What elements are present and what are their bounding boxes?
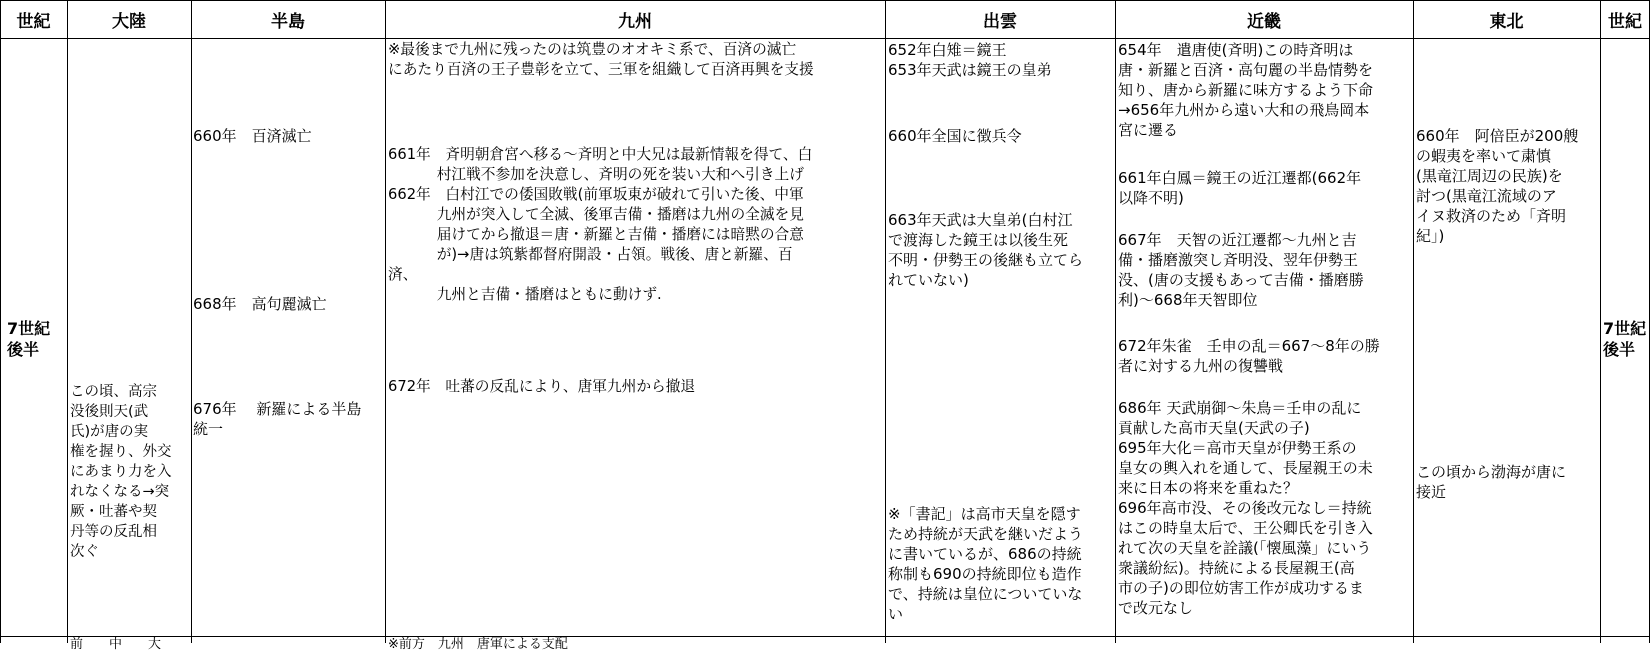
header-kinki[interactable]: 近畿 [1247,11,1281,32]
kinki-event[interactable]: 661年白鳳＝鏡王の近江遷都(662年 以降不明) [1118,169,1362,207]
next-row-continent[interactable]: 前 中 大 [70,637,162,652]
izumo-event[interactable]: 663年天武は大皇弟(白村江 で渡海した鏡王は以後生死 不明・伊勢王の後継も立てら れていない) [888,211,1084,289]
continent-cell[interactable]: この頃、高宗 没後則天(武 氏)が唐の実 権を握り、外交 にあまり力を入 れなくなる→突 厥・吐蕃や契 丹等の反乱相 次ぐ [70,384,172,560]
header-kyushu[interactable]: 九州 [618,11,652,32]
column-divider [191,0,192,643]
tohoku-event[interactable]: 660年 阿倍臣が200艘 の蝦夷を率いて粛慎 (黒竜江周辺の民族)を 討つ(黒竜江流域のア イヌ救済のため「斉明 紀」) [1416,127,1579,245]
column-divider [1600,0,1601,643]
header-continent[interactable]: 大陸 [112,11,146,32]
kyushu-events[interactable]: 661年 斉明朝倉宮へ移る～斉明と中大兄は最新情報を得て、白 村江戦不参加を決意し、斉明の死を装い大和へ引き上げ 662年 白村江での倭国敗戦(前軍坂東が破れて引いた後、中軍 九州が突入して全滅、後軍吉備・播磨は九州の全滅を見 届けてから撤退＝唐・新羅と吉備・播磨には暗黙の合意 が)→唐は筑紫都督府開設・占領。戦後、唐と新羅、百 済、 九州と吉備・播磨はともに動けず. [388,146,813,303]
header-row-divider [0,38,1650,39]
izumo-note[interactable]: ※「書記」は高市天皇を隠す ため持統が天武を継いだよう に書いているが、686の持統 称制も690の持統即位も造作 で、持統は皇位についていな い [888,505,1084,623]
column-divider [0,0,1,643]
kyushu-event[interactable]: 672年 吐蕃の反乱により、唐軍九州から撤退 [388,378,696,395]
era-cell-right[interactable]: 7世紀 後半 [1603,319,1647,359]
header-izumo[interactable]: 出雲 [983,11,1017,32]
column-divider [885,0,886,643]
header-century-left[interactable]: 世紀 [16,11,51,32]
izumo-events[interactable]: 652年白雉＝鏡王 653年天武は鏡王の皇弟 [888,41,1052,79]
header-peninsula[interactable]: 半島 [271,11,305,32]
peninsula-event[interactable]: 676年 新羅による半島 統一 [193,400,362,438]
kinki-events[interactable]: 686年 天武崩御～朱鳥＝壬申の乱に 貢献した高市天皇(天武の子) 695年大化＝高市天皇が伊勢王系の 皇女の輿入れを通して、長屋親王の未 来に日本の将来を重ねた？ 696年高市没、その後改元なし＝持統 はこの時皇太后で、王公卿氏を引き入 れて次の天皇を詮議(「懐風藻」にいう 衆議紛紜)。持統による長屋親王(高 市の子)の即位妨害工作が成功するま で改元なし [1118,399,1373,617]
header-tohoku[interactable]: 東北 [1489,11,1524,32]
column-divider [67,0,68,643]
column-divider [385,0,386,643]
next-row-kyushu[interactable]: ※前方 九州 唐軍による支配 [388,637,568,652]
kinki-event[interactable]: 667年 天智の近江遷都～九州と吉 備・播磨激突し斉明没、翌年伊勢王 没、(唐の支援もあって吉備・播磨勝 利)～668年天智即位 [1118,231,1364,309]
tohoku-event[interactable]: この頃から渤海が唐に 接近 [1416,463,1567,501]
kinki-event[interactable]: 654年 遣唐使(斉明)この時斉明は 唐・新羅と百済・高句麗の半島情勢を 知り、唐から新羅に味方するよう下命 →656年九州から遠い大和の飛鳥岡本 宮に遷る [1118,41,1374,139]
column-divider [1115,0,1116,643]
column-divider [1413,0,1414,643]
header-century-right[interactable]: 世紀 [1608,11,1642,32]
peninsula-event[interactable]: 660年 百済滅亡 [193,127,312,145]
kinki-event[interactable]: 672年朱雀 壬申の乱＝667～8年の勝 者に対する九州の復讐戦 [1118,337,1380,375]
izumo-event[interactable]: 660年全国に徴兵令 [888,127,1022,145]
era-cell-left[interactable]: 7世紀 後半 [7,319,51,359]
kyushu-note[interactable]: ※最後まで九州に残ったのは筑豊のオオキミ系で、百済の滅亡 にあたり百済の王子豊彰を立て、三軍を組織して百済再興を支援 [388,41,814,78]
peninsula-event[interactable]: 668年 高句麗滅亡 [193,295,327,313]
